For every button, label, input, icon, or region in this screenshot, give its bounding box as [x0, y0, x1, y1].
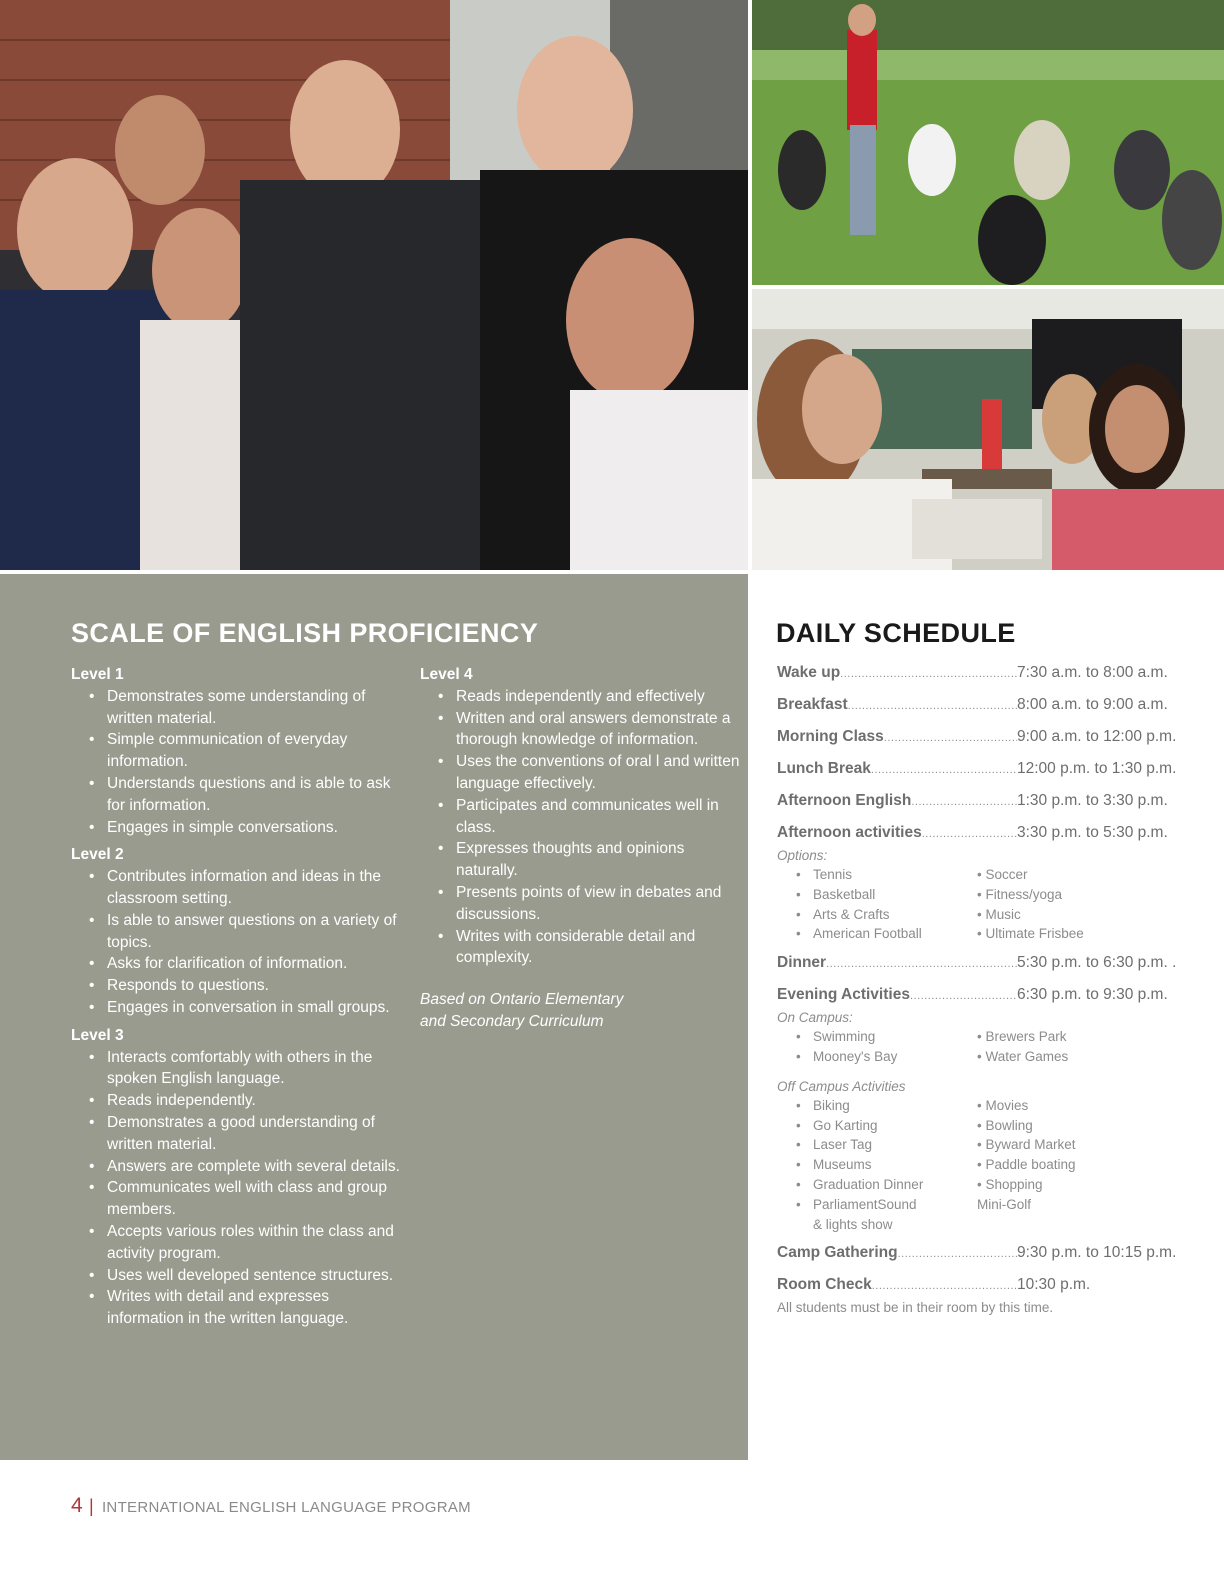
page-number: 4	[71, 1494, 83, 1517]
curriculum-note-line: Based on Ontario Elementary	[420, 991, 624, 1009]
option-item: • Graduation Dinner	[777, 1175, 977, 1195]
option-item: • Bowling	[977, 1117, 1033, 1133]
proficiency-title: SCALE OF ENGLISH PROFICIENCY	[71, 618, 539, 648]
dot-leader	[871, 764, 1017, 776]
off-campus-grid	[777, 1096, 1217, 1235]
curriculum-note	[420, 989, 740, 1033]
option-item: • Go Karting	[777, 1116, 977, 1136]
option-item: • Music	[977, 906, 1021, 922]
option-item: • American Football	[777, 924, 977, 944]
schedule-label: Morning Class	[777, 728, 884, 745]
schedule-time: 1:30 p.m. to 3:30 p.m.	[1017, 792, 1168, 809]
option-item: Mini-Golf	[977, 1196, 1032, 1212]
schedule-entry-dinner	[777, 954, 1217, 976]
level-item: • Answers are complete with several details.	[71, 1156, 406, 1178]
dot-leader	[898, 1248, 1017, 1260]
schedule-time: 12:00 p.m. to 1:30 p.m.	[1017, 760, 1177, 777]
schedule-list	[777, 664, 1217, 1327]
level-title: Level 4	[420, 666, 473, 683]
option-item: • Swimming	[777, 1027, 977, 1047]
schedule-entry-morning-class	[777, 728, 1217, 750]
schedule-label: Dinner	[777, 954, 827, 972]
level-item: • Asks for clarification of information.	[71, 953, 406, 975]
level-item: • Is able to answer questions on a variety of topics.	[71, 910, 406, 954]
schedule-time: 10:30 p.m.	[1017, 1276, 1091, 1294]
proficiency-column-left	[71, 664, 406, 1336]
footer-program-name: INTERNATIONAL ENGLISH LANGUAGE PROGRAM	[101, 1499, 471, 1516]
schedule-time: 8:00 a.m. to 9:00 a.m.	[1017, 696, 1168, 713]
schedule-time: 9:30 p.m. to 10:15 p.m.	[1017, 1244, 1177, 1262]
level-item: • Presents points of view in debates and discussions.	[420, 882, 740, 926]
dot-leader	[911, 796, 1017, 808]
level-3-block	[71, 1025, 406, 1330]
option-item: • Shopping	[977, 1176, 1043, 1192]
schedule-label: Evening Activities	[777, 986, 910, 1004]
proficiency-panel	[0, 574, 748, 1460]
option-item: • Paddle boating	[977, 1157, 1076, 1173]
level-item: • Uses well developed sentence structures.	[71, 1265, 406, 1287]
level-item: • Engages in conversation in small groups.	[71, 997, 406, 1019]
dot-leader	[910, 990, 1017, 1002]
schedule-time: 3:30 p.m. to 5:30 p.m.	[1017, 824, 1168, 841]
classroom-photo	[752, 289, 1224, 570]
level-title: Level 3	[71, 1026, 124, 1044]
option-item: • Arts & Crafts	[777, 905, 977, 925]
option-item: • Ultimate Frisbee	[977, 926, 1084, 942]
level-4-block	[420, 664, 740, 969]
level-title: Level 2	[71, 846, 124, 864]
level-item: • Simple communication of everyday information.	[71, 729, 406, 773]
option-item: • Biking	[777, 1096, 977, 1116]
level-item: • Expresses thoughts and opinions naturally.	[420, 838, 740, 882]
level-item: • Writes with detail and expresses information in the written language.	[71, 1286, 406, 1330]
on-campus-label: On Campus:	[777, 1010, 853, 1026]
students-group-photo	[0, 0, 748, 570]
option-item: • Soccer	[977, 867, 1028, 882]
level-item: • Demonstrates some understanding of written material.	[71, 686, 406, 730]
option-item: • Movies	[977, 1097, 1029, 1113]
schedule-entry-evening-activities	[777, 986, 1217, 1234]
schedule-time: 9:00 a.m. to 12:00 p.m.	[1017, 728, 1177, 745]
schedule-entry-wake-up	[777, 664, 1217, 686]
dot-leader	[884, 732, 1017, 744]
level-item: • Engages in simple conversations.	[71, 817, 406, 839]
schedule-entry-room-check	[777, 1276, 1217, 1317]
schedule-entry-breakfast	[777, 696, 1217, 718]
schedule-entry-lunch-break	[777, 760, 1217, 782]
level-1-block	[71, 664, 406, 838]
option-item: • Basketball	[777, 885, 977, 905]
schedule-time: 6:30 p.m. to 9:30 p.m.	[1017, 986, 1168, 1004]
level-item: • Communicates well with class and group members.	[71, 1177, 406, 1221]
schedule-label: Camp Gathering	[777, 1244, 898, 1262]
schedule-label: Wake up	[777, 664, 841, 681]
level-item: • Written and oral answers demonstrate a thorough knowledge of information.	[420, 708, 740, 752]
dot-leader	[840, 668, 1017, 680]
off-campus-label: Off Campus Activities	[777, 1078, 906, 1094]
options-grid	[777, 865, 1217, 944]
page-footer	[71, 1494, 471, 1518]
schedule-title: DAILY SCHEDULE	[776, 618, 1016, 648]
option-item: • Laser Tag	[777, 1135, 977, 1155]
level-item: • Reads independently and effectively	[420, 686, 740, 708]
on-campus-grid	[777, 1027, 1217, 1067]
schedule-label: Breakfast	[777, 696, 848, 713]
schedule-time: 7:30 a.m. to 8:00 a.m.	[1017, 664, 1168, 681]
option-item: • Museums	[777, 1155, 977, 1175]
option-item: • Tennis	[777, 865, 977, 885]
option-item: • Brewers Park	[977, 1029, 1067, 1045]
schedule-label: Room Check	[777, 1276, 872, 1294]
schedule-label: Lunch Break	[777, 760, 871, 777]
dot-leader	[922, 828, 1017, 840]
level-item: • Interacts comfortably with others in the spoken English language.	[71, 1047, 406, 1091]
options-label: Options:	[777, 848, 828, 863]
proficiency-column-right	[420, 664, 740, 1033]
schedule-entry-afternoon-activities	[777, 824, 1217, 944]
dot-leader	[872, 1280, 1017, 1292]
option-item: • Water Games	[977, 1048, 1069, 1064]
level-item: • Demonstrates a good understanding of written material.	[71, 1112, 406, 1156]
outdoor-lawn-activity-photo	[752, 0, 1224, 285]
level-2-block	[71, 844, 406, 1018]
level-title: Level 1	[71, 666, 124, 683]
option-item: • ParliamentSound	[777, 1195, 977, 1215]
schedule-time: 5:30 p.m. to 6:30 p.m. .	[1017, 954, 1177, 972]
option-item: • Mooney's Bay	[777, 1047, 977, 1067]
level-item: • Responds to questions.	[71, 975, 406, 997]
level-item: • Contributes information and ideas in the classroom setting.	[71, 866, 406, 910]
option-item: • Fitness/yoga	[977, 886, 1063, 902]
level-item: • Accepts various roles within the class and activity program.	[71, 1221, 406, 1265]
level-item: • Participates and communicates well in class.	[420, 795, 740, 839]
room-check-note: All students must be in their room by this time.	[777, 1300, 1054, 1316]
dot-leader	[848, 700, 1017, 712]
schedule-entry-afternoon-english	[777, 792, 1217, 814]
level-item: • Writes with considerable detail and complexity.	[420, 926, 740, 970]
dot-leader	[826, 958, 1017, 970]
option-item-continuation: & lights show	[813, 1216, 893, 1232]
schedule-label: Afternoon activities	[777, 824, 922, 841]
level-item: • Reads independently.	[71, 1090, 406, 1112]
schedule-label: Afternoon English	[777, 792, 912, 809]
option-item: • Byward Market	[977, 1137, 1076, 1153]
schedule-entry-camp-gathering	[777, 1244, 1217, 1266]
daily-schedule	[776, 574, 1216, 1334]
level-item: • Uses the conventions of oral l and written language effectively.	[420, 751, 740, 795]
footer-separator: |	[88, 1496, 94, 1516]
curriculum-note-line: and Secondary Curriculum	[420, 1012, 604, 1030]
level-item: • Understands questions and is able to ask for information.	[71, 773, 406, 817]
